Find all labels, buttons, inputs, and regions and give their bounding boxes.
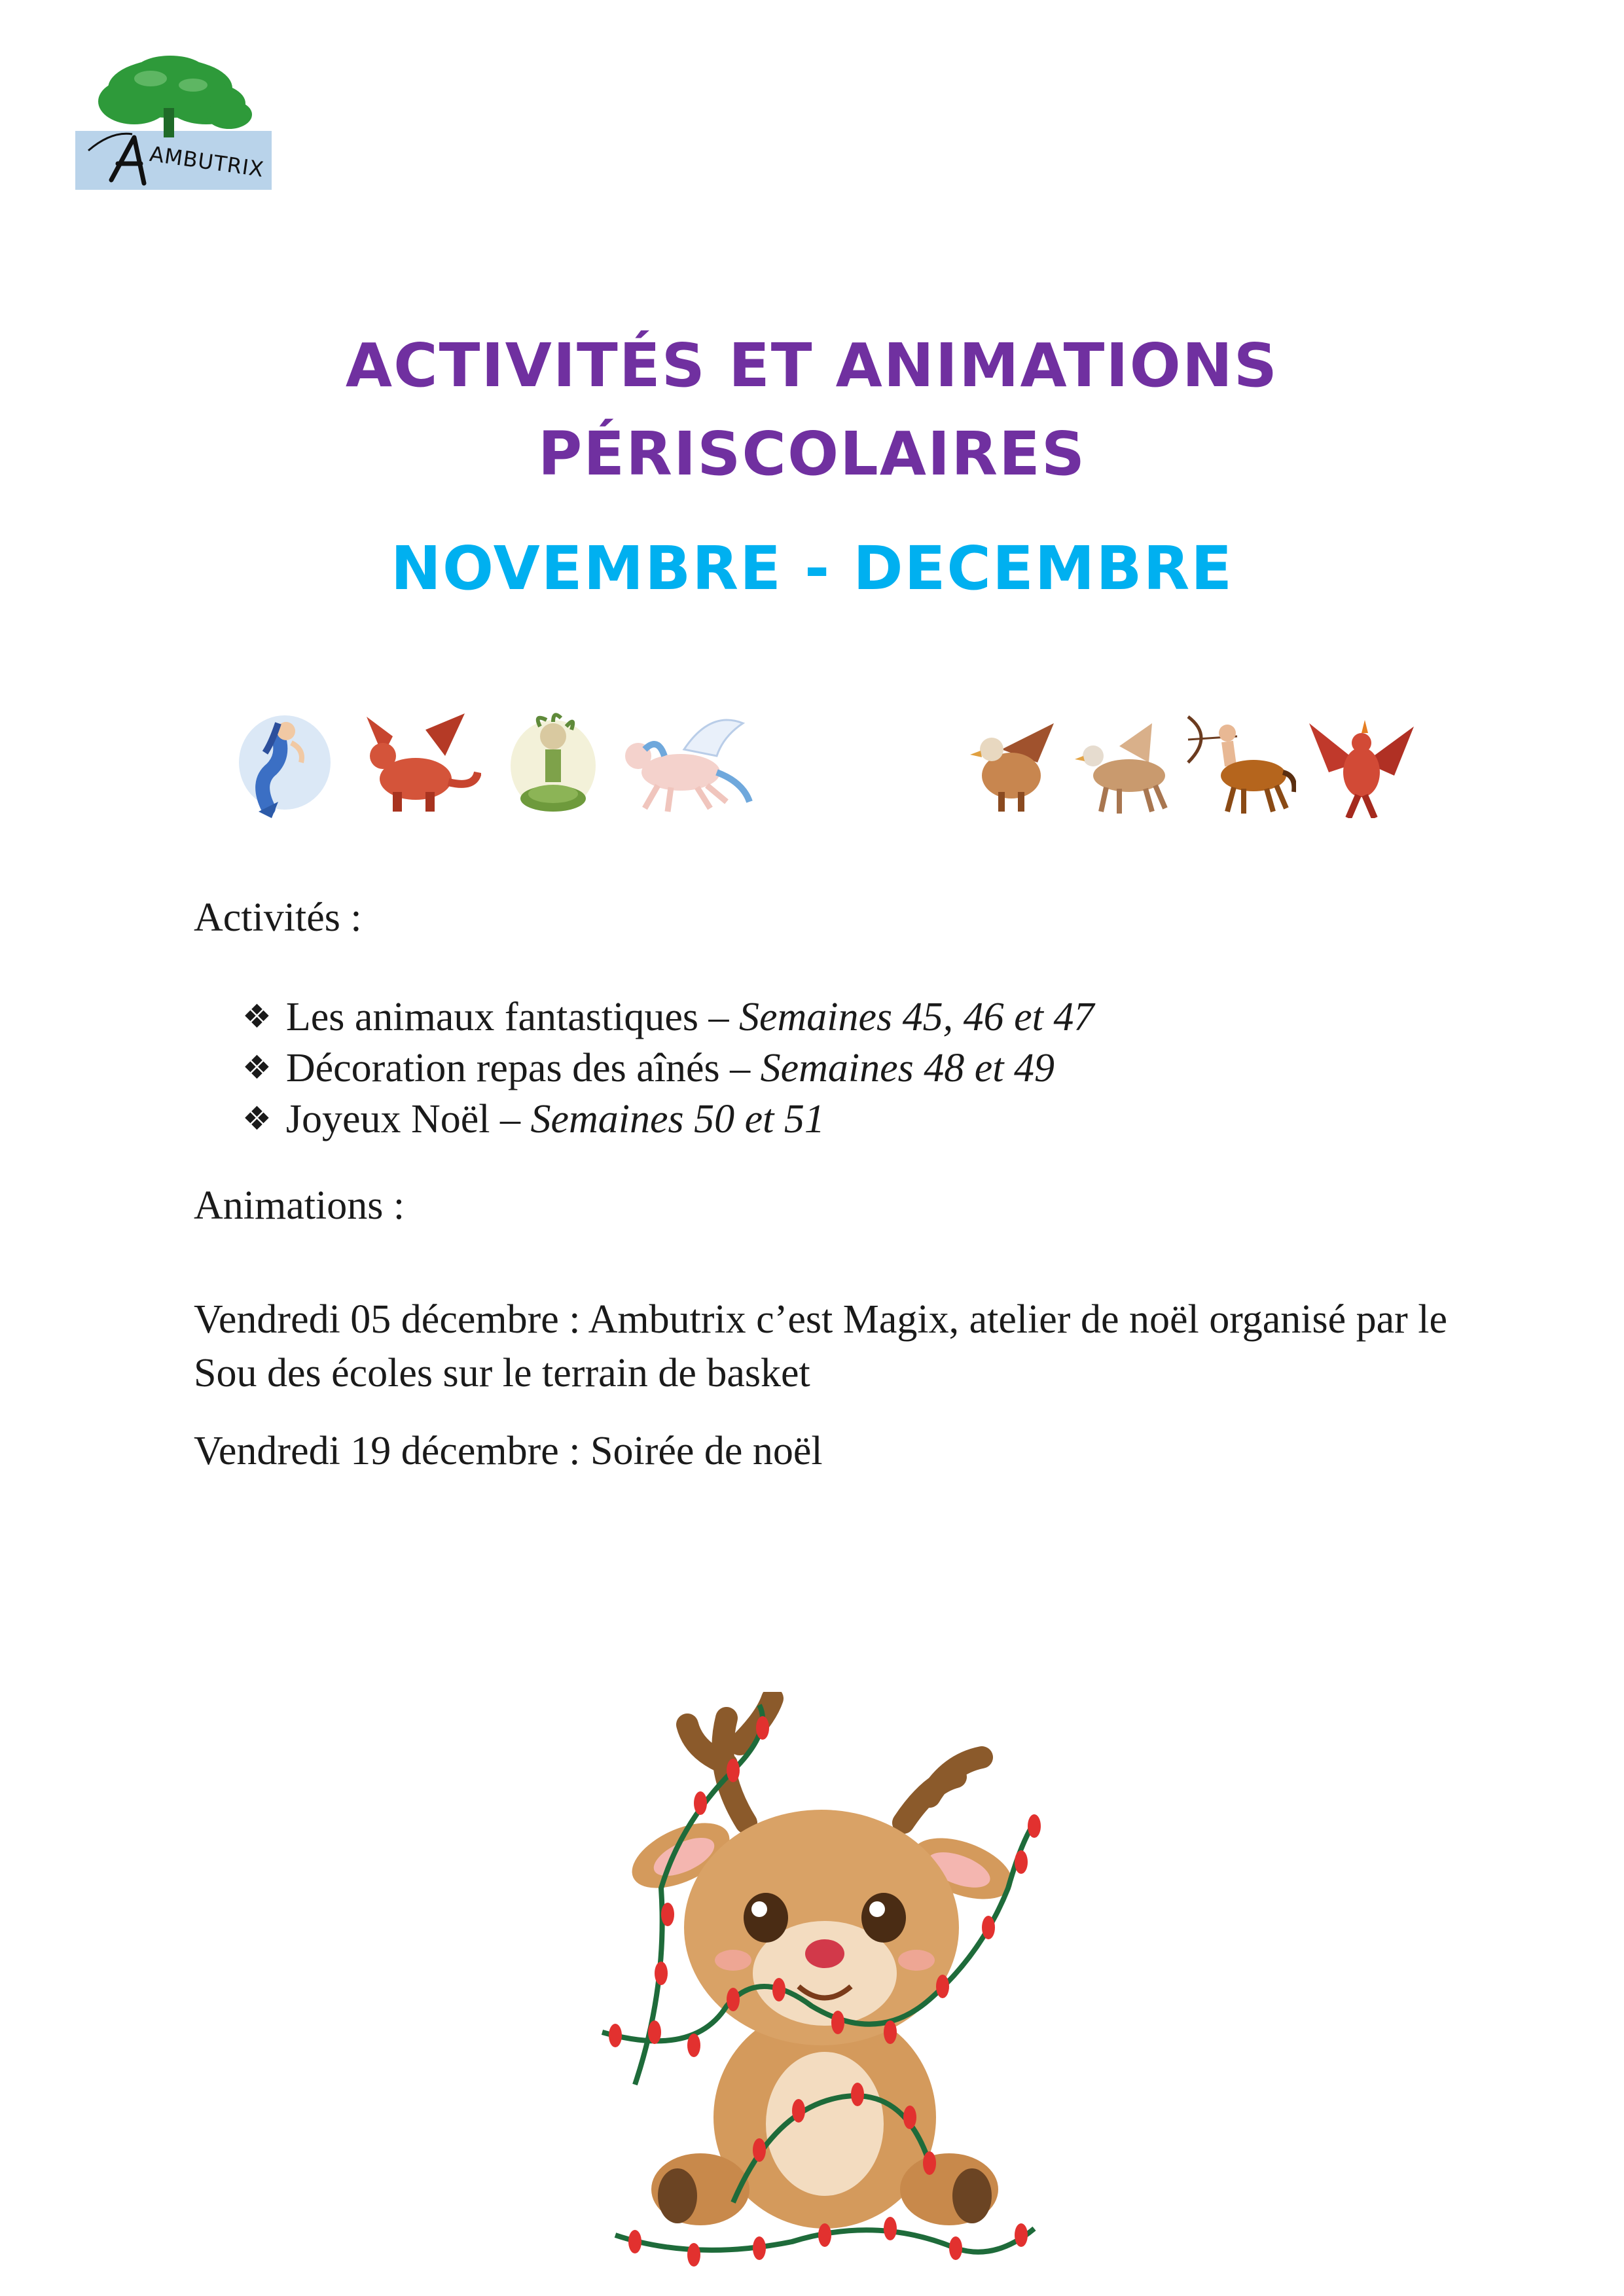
- four-diamond-bullet-icon: ❖: [242, 1049, 272, 1086]
- centaur-icon: [1175, 710, 1296, 818]
- phoenix-icon: [1303, 710, 1417, 818]
- ambutrix-logo: [72, 52, 275, 193]
- page-title-line-1: ACTIVITÉS ET ANIMATIONS: [345, 331, 1279, 401]
- griffin-icon: [962, 710, 1067, 818]
- medusa-icon: [501, 710, 605, 818]
- four-diamond-bullet-icon: ❖: [242, 1100, 272, 1138]
- period-subtitle: NOVEMBRE - DECEMBRE: [390, 533, 1234, 603]
- event-christmas-evening: Vendredi 19 décembre : Soirée de noël: [194, 1429, 823, 1473]
- logo-text: AMBUTRIX: [148, 141, 266, 183]
- list-item: ❖ Décoration repas des aînés – Semaines 48 et 49: [242, 1046, 1055, 1090]
- list-item: ❖ Joyeux Noël – Semaines 50 et 51: [242, 1097, 825, 1141]
- activities-label: Activités :: [194, 895, 362, 940]
- list-item: ❖ Les animaux fantastiques – Semaines 45, 46 et 47: [242, 995, 1094, 1039]
- event-magix: Vendredi 05 décembre : Ambutrix c’est Magix, atelier de noël organisé par le Sou des écoles sur le terrain de basket: [194, 1297, 1448, 1395]
- pegasus-icon: [619, 710, 756, 818]
- mermaid-icon: [232, 710, 337, 818]
- activities-list: [242, 992, 1094, 1145]
- hippogriff-icon: [1074, 710, 1178, 818]
- animations-label: Animations :: [194, 1183, 405, 1228]
- four-diamond-bullet-icon: ❖: [242, 997, 272, 1035]
- reindeer-with-lights-icon: [563, 1692, 1067, 2268]
- dragon-icon: [353, 710, 481, 818]
- page-title-line-2: PÉRISCOLAIRES: [537, 419, 1087, 489]
